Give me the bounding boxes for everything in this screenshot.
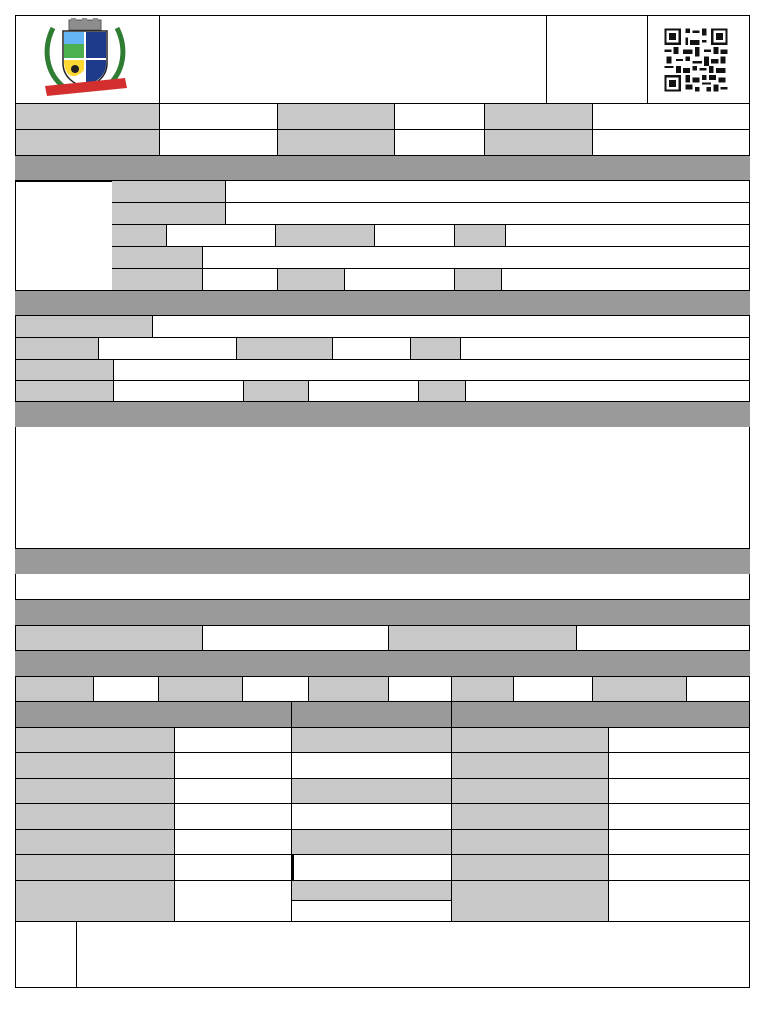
label-cell: [278, 130, 395, 156]
label-cell: [452, 728, 609, 753]
input-cell[interactable]: [502, 269, 750, 291]
label-cell: [15, 779, 175, 804]
section-header: [15, 548, 750, 575]
section1-row-4: [15, 247, 750, 269]
label-cell: [15, 626, 203, 651]
label-cell: [411, 338, 461, 360]
section-header: [15, 156, 750, 181]
input-cell[interactable]: [609, 753, 750, 779]
label-cell: [112, 269, 203, 291]
footer-label-cell: [15, 922, 77, 988]
input-cell[interactable]: [577, 626, 750, 651]
label-cell: [452, 779, 609, 804]
label-cell: [15, 804, 175, 830]
input-cell[interactable]: [466, 381, 750, 402]
section1-row-1: [15, 181, 750, 203]
table-row: [15, 804, 750, 830]
label-cell: [485, 130, 593, 156]
table-row-tall: [15, 881, 750, 922]
input-cell[interactable]: [461, 338, 750, 360]
label-cell: [112, 225, 167, 247]
label-cell: [112, 203, 226, 225]
input-cell[interactable]: [345, 269, 455, 291]
label-cell: [452, 881, 609, 922]
label-cell: [485, 104, 593, 130]
input-cell[interactable]: [395, 130, 485, 156]
label-cell: [292, 779, 452, 804]
section-header: [15, 651, 750, 677]
input-cell[interactable]: [160, 104, 278, 130]
column-header: [15, 702, 292, 728]
input-cell[interactable]: [333, 338, 411, 360]
label-cell: [309, 677, 389, 702]
label-cell: [112, 181, 226, 203]
label-cell: [452, 753, 609, 779]
input-cell[interactable]: [687, 677, 750, 702]
footer-row: [15, 922, 750, 988]
label-cell: [112, 247, 203, 269]
label-cell: [15, 360, 114, 381]
input-cell[interactable]: [593, 104, 750, 130]
input-cell[interactable]: [292, 901, 452, 922]
input-cell[interactable]: [375, 225, 455, 247]
label-cell: [15, 728, 175, 753]
input-cell[interactable]: [175, 804, 292, 830]
input-cell[interactable]: [609, 881, 750, 922]
qr-code-icon: [662, 25, 730, 95]
input-cell[interactable]: [609, 728, 750, 753]
input-cell[interactable]: [309, 381, 419, 402]
label-cell: [452, 804, 609, 830]
label-cell: [159, 677, 243, 702]
label-cell: [455, 225, 506, 247]
table-row: [15, 779, 750, 804]
info-row-1: [15, 104, 750, 130]
input-cell[interactable]: [203, 269, 278, 291]
input-cell[interactable]: [292, 855, 452, 881]
label-cell: [419, 381, 466, 402]
input-cell[interactable]: [175, 855, 292, 881]
input-cell[interactable]: [203, 626, 389, 651]
label-cell: [292, 881, 452, 901]
label-cell: [15, 753, 175, 779]
section2-row-2: [15, 338, 750, 360]
input-cell[interactable]: [243, 677, 309, 702]
table-row: [15, 855, 750, 881]
label-cell: [278, 104, 395, 130]
label-cell: [292, 728, 452, 753]
section-header: [15, 402, 750, 428]
input-cell[interactable]: [153, 316, 750, 338]
label-cell: [452, 677, 514, 702]
label-cell: [15, 855, 175, 881]
input-cell[interactable]: [609, 779, 750, 804]
label-cell: [389, 626, 577, 651]
label-cell: [276, 225, 375, 247]
label-cell: [15, 104, 160, 130]
section6-row-1: [15, 677, 750, 702]
header-blank-cell: [546, 15, 648, 104]
section2-row-4: [15, 381, 750, 402]
input-cell[interactable]: [395, 104, 485, 130]
input-cell[interactable]: [226, 181, 750, 203]
input-cell[interactable]: [160, 130, 278, 156]
label-cell: [15, 338, 99, 360]
column-header: [452, 702, 750, 728]
label-cell: [244, 381, 309, 402]
input-cell[interactable]: [593, 130, 750, 156]
footer-notes-cell[interactable]: [77, 922, 750, 988]
input-cell[interactable]: [175, 728, 292, 753]
table-row: [15, 728, 750, 753]
input-cell[interactable]: [99, 338, 237, 360]
input-cell[interactable]: [389, 677, 452, 702]
label-cell: [593, 677, 687, 702]
label-cell: [15, 381, 114, 402]
input-cell[interactable]: [94, 677, 159, 702]
input-cell[interactable]: [609, 804, 750, 830]
input-cell[interactable]: [292, 753, 452, 779]
table-header-row: [15, 702, 750, 728]
input-cell[interactable]: [114, 360, 750, 381]
table-row: [15, 753, 750, 779]
label-cell: [278, 269, 345, 291]
municipal-coat-of-arms-icon: [35, 18, 135, 98]
input-cell[interactable]: [609, 855, 750, 881]
single-line-field[interactable]: [15, 574, 750, 600]
input-cell[interactable]: [175, 779, 292, 804]
input-cell[interactable]: [175, 881, 292, 922]
input-cell[interactable]: [609, 830, 750, 855]
section2-row-1: [15, 316, 750, 338]
description-area[interactable]: [15, 427, 750, 549]
input-cell[interactable]: [506, 225, 750, 247]
section1-row-5: [15, 269, 750, 291]
input-cell[interactable]: [514, 677, 593, 702]
info-row-2: [15, 130, 750, 156]
input-cell[interactable]: [175, 753, 292, 779]
label-cell: [292, 830, 452, 855]
label-cell: [15, 316, 153, 338]
table-row: [15, 830, 750, 855]
label-cell: [452, 830, 609, 855]
section1-row-2: [15, 203, 750, 225]
section5-row-1: [15, 626, 750, 651]
section-header: [15, 291, 750, 316]
label-cell: [15, 830, 175, 855]
label-cell: [15, 677, 94, 702]
label-cell: [455, 269, 502, 291]
title-cell: [159, 15, 547, 104]
input-cell[interactable]: [175, 830, 292, 855]
section2-row-3: [15, 360, 750, 381]
section-header: [15, 599, 750, 626]
column-header: [292, 702, 452, 728]
label-cell: [15, 130, 160, 156]
label-cell: [15, 881, 175, 922]
label-cell: [452, 855, 609, 881]
input-cell[interactable]: [167, 225, 276, 247]
section1-row-3: [15, 225, 750, 247]
label-cell: [237, 338, 333, 360]
input-cell[interactable]: [114, 381, 244, 402]
input-cell[interactable]: [226, 203, 750, 225]
input-cell[interactable]: [292, 804, 452, 830]
input-cell[interactable]: [203, 247, 750, 269]
